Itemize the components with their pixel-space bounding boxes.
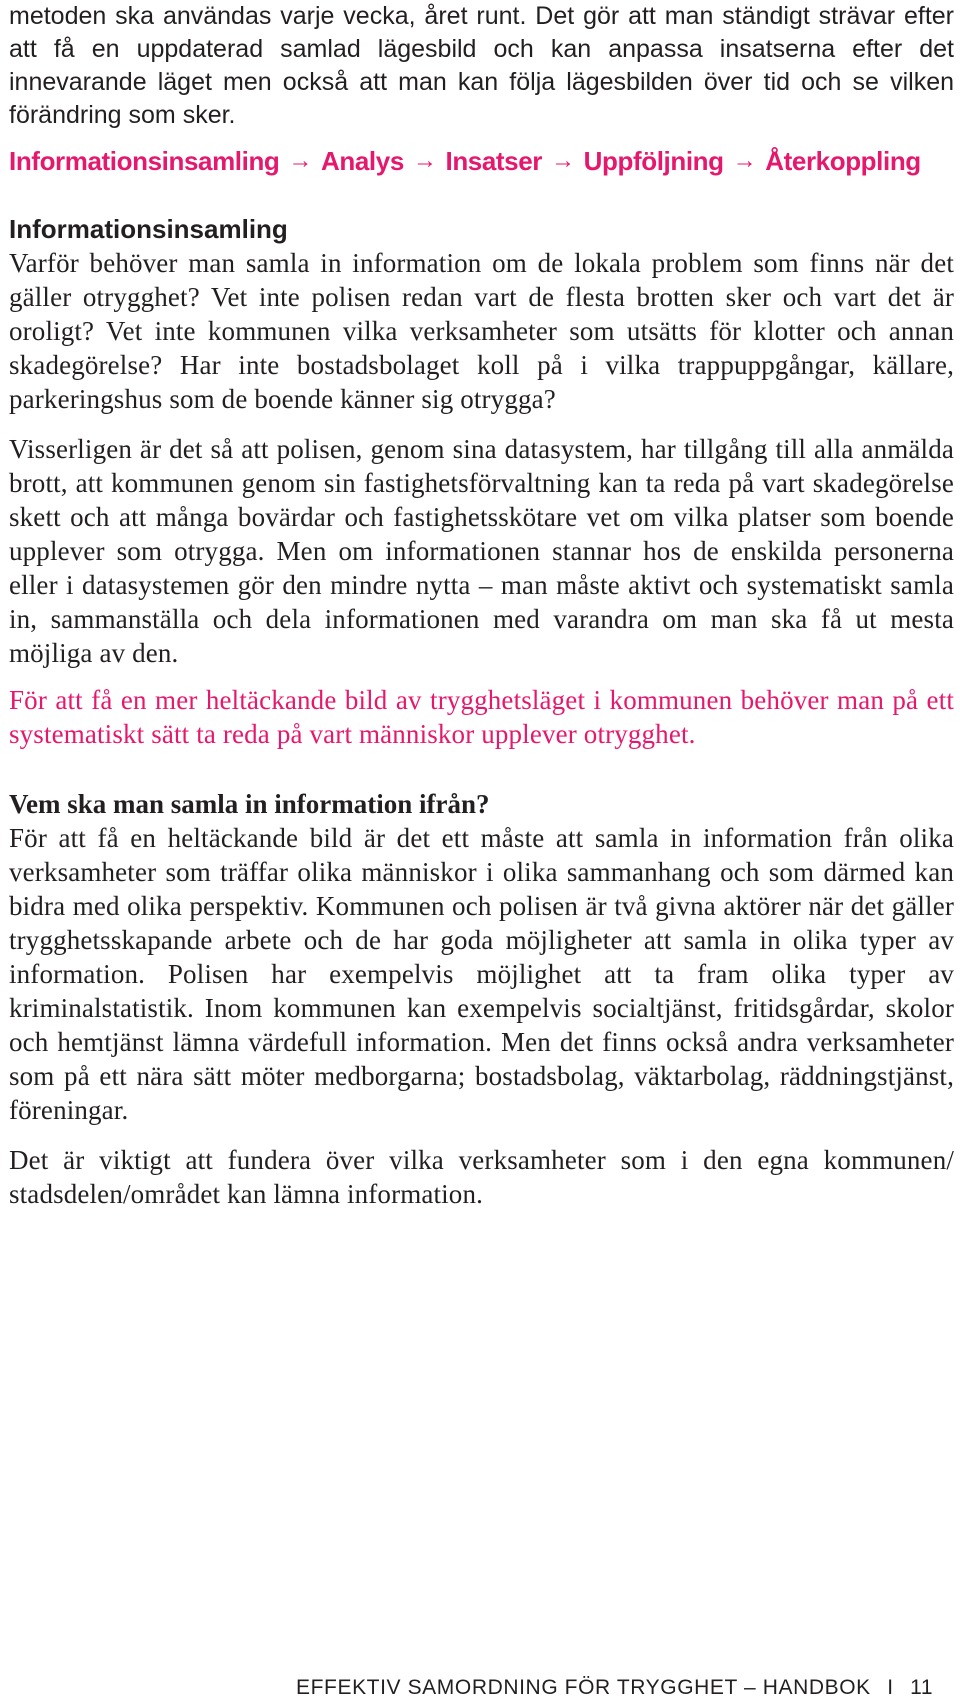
section-heading: Informationsinsamling [9,214,288,244]
flow-step-uppfoljning: Uppföljning [583,146,724,176]
process-flow [9,144,954,178]
paragraph-consider: Det är viktigt att fundera över vilka verksamheter som i den egna kommunen/ stadsdelen/området kan lämna information. [9,1145,954,1209]
flow-step-aterkoppling: Återkoppling [765,146,921,176]
footer-title: EFFEKTIV SAMORDNING FÖR TRYGGHET – HANDBOK [296,1676,871,1699]
arrow-right-icon: → [412,147,437,174]
footer-separator: I [887,1676,894,1699]
document-page [9,0,954,1211]
arrow-right-icon: → [732,147,757,174]
page-footer [296,1676,933,1700]
paragraph-existing-knowledge: Visserligen är det så att polisen, genom sina datasystem, har tillgång till alla anmälda brott, att kommunen genom sin fastighetsförvaltning kan ta reda på vart skadegörelse skett och att många bovärdar och fastighetsskötare vet om vilka platser som boende upplever som otrygga. Men om informationen stannar hos de enskilda personerna eller i datasystemen gör den mindre nytta – man måste aktivt och systematiskt samla in, sammanställa och dela informationen med varandra om man ska få ut mesta möjliga av den. [9,434,954,668]
arrow-right-icon: → [551,147,575,174]
intro-paragraph: metoden ska användas varje vecka, året runt. Det gör att man ständigt strävar efter att få en uppdaterad samlad lägesbild och kan anpassa insatserna efter det innevarande läget men också att man kan följa lägesbilden över tid och se vilken förändring som sker. [9,2,954,129]
flow-step-analys: Analys [321,146,404,176]
paragraph-sources: För att få en heltäckande bild är det ett måste att samla in information från olika verksamheter som träffar olika människor i olika sammanhang och som därmed kan bidra med olika perspektiv. Kommunen och polisen är två givna aktörer när det gäller trygghetsskapande arbete och de har goda möjligheter att samla in olika typer av information. Polisen har exempelvis möjlighet att ta fram olika typer av kriminalstatistik. Inom kommunen kan exempelvis socialtjänst, fritidsgårdar, skolor och hemtjänst lämna värdefull information. Men det finns också andra verksamheter som på ett nära sätt möter medborgarna; bostadsbolag, väktarbolag, räddningstjänst, föreningar. [9,823,954,1125]
flow-step-informationsinsamling: Informationsinsamling [9,146,280,176]
arrow-right-icon: → [288,147,313,174]
highlight-paragraph: För att få en mer heltäckande bild av trygghetsläget i kommunen behöver man på ett systematiskt sätt ta reda på vart människor upplever otrygghet. [9,685,954,749]
paragraph-why-collect: Varför behöver man samla in information om de lokala problem som finns när det gäller otrygghet? Vet inte polisen redan vart de flesta brotten sker och vart det är oroligt? Vet inte kommunen vilka verksamheter som utsätts för klotter och annan skadegörelse? Har inte bostadsbolaget koll på i vilka trappuppgångar, källare, parkeringshus som de boende känner sig otrygga? [9,248,954,414]
page-number: 11 [910,1676,934,1699]
flow-step-insatser: Insatser [445,146,543,176]
question-heading: Vem ska man samla in information ifrån? [9,789,490,819]
